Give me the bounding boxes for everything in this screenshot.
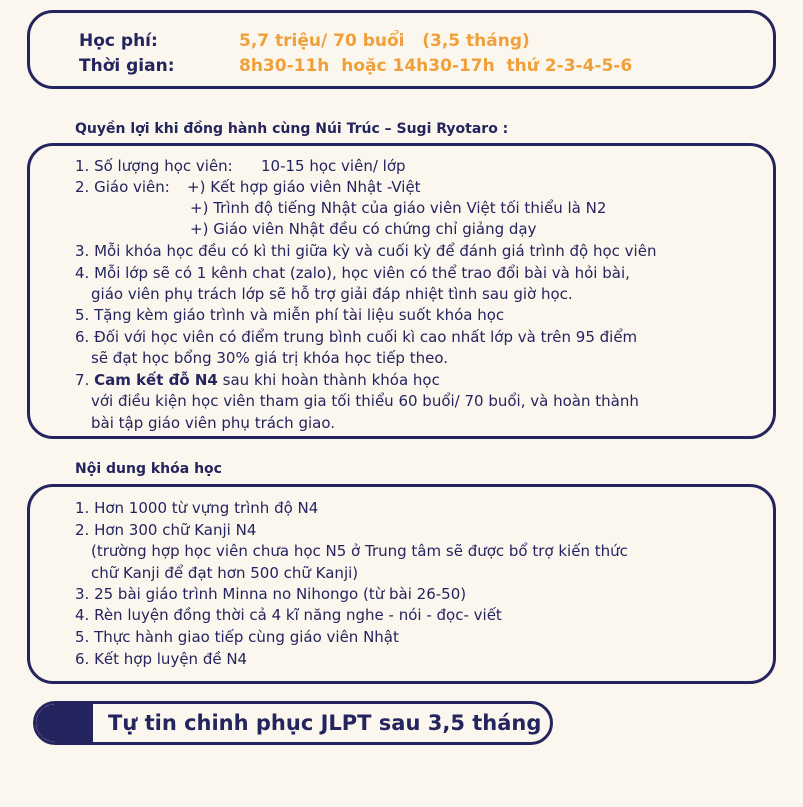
fee-label: Học phí: xyxy=(79,31,158,51)
benefit-1-value: 10-15 học viên/ lớp xyxy=(261,157,406,175)
benefit-6-b: sẽ đạt học bổng 30% giá trị khóa học tiếp theo. xyxy=(91,349,449,367)
benefit-7-a xyxy=(75,371,440,389)
benefit-6-a: 6. Đối với học viên có điểm trung bình cuối kì cao nhất lớp và trên 95 điểm xyxy=(75,328,638,346)
content-3: 3. 25 bài giáo trình Minna no Nihongo (từ bài 26-50) xyxy=(75,585,467,603)
benefit-7-bold: Cam kết đỗ N4 xyxy=(94,371,218,389)
time-row xyxy=(79,56,632,76)
content-4: 4. Rèn luyện đồng thời cả 4 kĩ năng nghe - nói - đọc- viết xyxy=(75,606,502,624)
benefit-7-rest: sau khi hoàn thành khóa học xyxy=(222,371,440,389)
cta-banner xyxy=(33,701,553,745)
benefit-3: 3. Mỗi khóa học đều có kì thi giữa kỳ và cuối kỳ để đánh giá trình độ học viên xyxy=(75,242,657,260)
benefit-7-b: với điều kiện học viên tham gia tối thiểu 60 buổi/ 70 buổi, và hoàn thành xyxy=(91,392,639,410)
benefit-5: 5. Tặng kèm giáo trình và miễn phí tài liệu suốt khóa học xyxy=(75,306,505,324)
content-2-b: (trường hợp học viên chưa học N5 ở Trung tâm sẽ được bổ trợ kiến thức xyxy=(91,542,628,560)
benefit-2-b: +) Trình độ tiếng Nhật của giáo viên Việt tối thiểu là N2 xyxy=(190,199,607,217)
benefit-4-b: giáo viên phụ trách lớp sẽ hỗ trợ giải đáp nhiệt tình sau giờ học. xyxy=(91,285,573,303)
benefit-4-a: 4. Mỗi lớp sẽ có 1 kênh chat (zalo), học viên có thể trao đổi bài và hỏi bài, xyxy=(75,264,630,282)
content-1: 1. Hơn 1000 từ vựng trình độ N4 xyxy=(75,499,319,517)
benefits-heading: Quyền lợi khi đồng hành cùng Núi Trúc – Sugi Ryotaro : xyxy=(75,121,509,137)
cta-accent-pill xyxy=(36,704,93,742)
benefit-2-c: +) Giáo viên Nhật đều có chứng chỉ giảng dạy xyxy=(190,220,537,238)
cta-text: Tự tin chinh phục JLPT sau 3,5 tháng xyxy=(108,711,542,735)
time-label: Thời gian: xyxy=(79,56,175,76)
fee-value: 5,7 triệu/ 70 buổi (3,5 tháng) xyxy=(239,31,530,51)
benefit-7-num: 7. xyxy=(75,371,90,389)
benefit-2-label: 2. Giáo viên: xyxy=(75,178,170,196)
content-5: 5. Thực hành giao tiếp cùng giáo viên Nhật xyxy=(75,628,399,646)
content-2-c: chữ Kanji để đạt hơn 500 chữ Kanji) xyxy=(91,564,359,582)
fee-box xyxy=(27,10,776,89)
time-value: 8h30-11h hoặc 14h30-17h thứ 2-3-4-5-6 xyxy=(239,56,633,76)
content-6: 6. Kết hợp luyện đề N4 xyxy=(75,650,248,668)
content-2: 2. Hơn 300 chữ Kanji N4 xyxy=(75,521,257,539)
benefit-1-label: 1. Số lượng học viên: xyxy=(75,157,233,175)
content-heading: Nội dung khóa học xyxy=(75,461,222,477)
benefit-2-a: +) Kết hợp giáo viên Nhật -Việt xyxy=(187,178,421,196)
benefit-7-c: bài tập giáo viên phụ trách giao. xyxy=(91,414,336,432)
fee-row xyxy=(79,31,530,51)
